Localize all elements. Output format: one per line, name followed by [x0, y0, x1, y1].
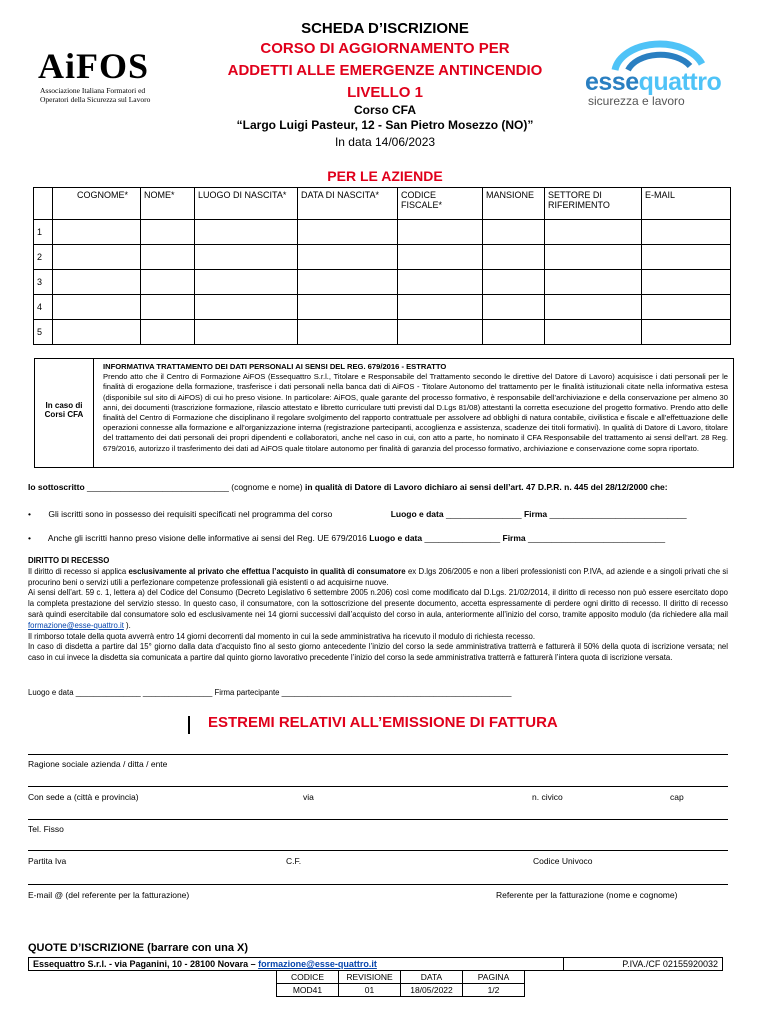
ragione-line[interactable]: [28, 754, 728, 755]
col-data-header: DATA DI NASCITA*: [298, 188, 398, 220]
logo-esse: esse: [585, 68, 639, 96]
luogo-data-field-2[interactable]: ________________: [424, 533, 501, 543]
doc-pagina-header: PAGINA: [463, 971, 525, 984]
col-nome-header: NOME*: [141, 188, 195, 220]
doc-data-value: 18/05/2022: [401, 984, 463, 997]
table-row[interactable]: [34, 220, 731, 245]
form-title: SCHEDA D’ISCRIZIONE: [301, 20, 469, 37]
footer-company-cell: Essequattro S.r.l. - via Paganini, 10 - 28100 Novara – formazione@esse-quattro.it: [29, 958, 564, 971]
col-index-header: [34, 188, 53, 220]
doc-revisione-value: 01: [339, 984, 401, 997]
firma-field-1[interactable]: _____________________________: [549, 509, 687, 519]
recesso-title: DIRITTO DI RECESSO: [28, 556, 110, 565]
course-date: In data 14/06/2023: [334, 135, 436, 149]
privacy-title: INFORMATIVA TRATTAMENTO DEI DATI PERSONALI AI SENSI DEL REG. 679/2016 - ESTRATTO: [103, 362, 447, 371]
course-title-line2: ADDETTI ALLE EMERGENZE ANTINCENDIO: [227, 62, 543, 79]
ragione-label: Ragione sociale azienda / ditta / ente: [28, 759, 168, 769]
course-address: “Largo Luigi Pasteur, 12 - San Pietro Mosezzo (NO)”: [236, 118, 534, 132]
bullet-requisiti: • Gli iscritti sono in possesso dei requisiti specificati nel programma del corso Luogo e data ________________ Firma _____________________________: [28, 509, 687, 519]
recesso-luogo-field[interactable]: _______________ ________________: [75, 688, 213, 697]
sede-line[interactable]: [28, 786, 728, 787]
name-field[interactable]: ______________________________: [87, 482, 229, 492]
recesso-section: [28, 556, 728, 664]
codice-univoco-label: Codice Univoco: [533, 856, 593, 866]
doc-data-header: DATA: [401, 971, 463, 984]
quote-title: QUOTE D’ISCRIZIONE (barrare con una X): [28, 942, 249, 954]
row-index: 3: [34, 270, 53, 295]
doc-codice-value: MOD41: [277, 984, 339, 997]
recesso-email-link[interactable]: formazione@esse-quattro.it: [28, 620, 124, 630]
luogo-data-field-1[interactable]: ________________: [445, 509, 522, 519]
tel-line[interactable]: [28, 819, 728, 820]
piva-line[interactable]: [28, 850, 728, 851]
course-title-line1: CORSO DI AGGIORNAMENTO PER: [260, 40, 510, 57]
footer-email-link[interactable]: formazione@esse-quattro.it: [258, 959, 377, 969]
col-mansione-header: MANSIONE: [483, 188, 545, 220]
privacy-side-label: In caso di Corsi CFA: [35, 359, 94, 467]
civico-label: n. civico: [532, 792, 563, 802]
aifos-sub-line2: Operatori della Sicurezza sul Lavoro: [40, 95, 151, 104]
email-line[interactable]: [28, 884, 728, 885]
participants-table: [33, 187, 731, 345]
table-header-row: [34, 188, 731, 220]
col-settore-header: SETTORE DI RIFERIMENTO: [545, 188, 642, 220]
col-luogo-header: LUOGO DI NASCITA*: [195, 188, 298, 220]
piva-label: Partita Iva: [28, 856, 67, 866]
col-email-header: E-MAIL: [642, 188, 731, 220]
recesso-signature-line: Luogo e data _______________ ________________ Firma partecipante _____________________________________________________: [28, 688, 512, 697]
document-info-table: [276, 970, 525, 997]
text-cursor: [188, 716, 190, 734]
recesso-paragraph-4: In caso di disdetta a partire dal 15° giorno dalla data d’acquisto fino al sesto giorno antecedente l’inizio del corso la sede amministrativa tratterrà e fatturerà il 50% della quota di iscrizione versata; nel caso in cui invece la disdetta sia comunicata a partire dal quinto giorno lavorativo precedente l’inizio del corso la sede amministrativa tratterrà e fatturerà l’intera quota di iscrizione versata.: [28, 642, 728, 663]
course-type: Corso CFA: [353, 103, 416, 117]
sede-label: Con sede a (città e provincia): [28, 792, 139, 802]
course-title-line3: LIVELLO 1: [347, 84, 423, 101]
recesso-firma-field[interactable]: _____________________________________________________: [281, 688, 512, 697]
tel-label: Tel. Fisso: [28, 824, 64, 834]
row-index: 5: [34, 320, 53, 345]
col-cognome-header: COGNOME*: [53, 188, 141, 220]
cf-label: C.F.: [286, 856, 302, 866]
email-label: E-mail @ (del referente per la fatturazione): [28, 890, 190, 900]
cap-label: cap: [670, 792, 684, 802]
privacy-body: Prendo atto che il Centro di Formazione AiFOS (Essequattro S.r.l., Titolare e Responsabile del Trattamento secondo le direttive del Datore di Lavoro) acquisisce i dati personali per le finalità di erogazione della formazione, trasferisce i dati personali nella banca dati di AiFOS - Titolare Autonomo del trattamento per le finalità istituzionali citate nella informativa estesa (disponibile sul sito di AiFOS) di cui ho preso visione. In particolare: AiFOS, quale garante del processo formativo, è responsabile dell’archiviazione e della conservazione per almeno 30 anni, dei documenti (trascrizione formazione, rilascio attestato e libretto curriculare tutti previsti dal D.Lgs 81/08) attestanti la corretta esecuzione del progetto formativo. Prendo atto delle finalità del Centro di Formazione che disciplinano il regolare svolgimento del rapporto contrattuale per assolvere ad obblighi di natura contabile, civilistica e fiscale e all’effettuazione delle operazioni connesse alla formazione e all’organizzazione interna (registrazione partecipanti, accoglienza e assistenza, scadenze dei titoli formativi). In qualità di Datore di Lavoro, titolare del trattamento dei dati personali dei propri dipendenti e collaboratori, anche nel caso in cui, con atto a parte, ho nominato il CFA Responsabile del trattamento ai sensi dell’art. 28 Reg. 679/2016, autorizzo il trasferimento dei dati ad AiFOS quale titolare autonomo per finalità di garanzia del processo formativo, archiviazione e conservazione come sopra riportato.: [103, 372, 728, 453]
doc-pagina-value: 1/2: [463, 984, 525, 997]
logo-quattro: quattro: [638, 68, 722, 96]
doc-codice-header: CODICE: [277, 971, 339, 984]
fattura-heading: ESTREMI RELATIVI ALL’EMISSIONE DI FATTURA: [208, 714, 558, 731]
referente-label: Referente per la fatturazione (nome e cognome): [496, 890, 678, 900]
row-index: 1: [34, 220, 53, 245]
privacy-text: [103, 362, 728, 454]
aziende-heading: PER LE AZIENDE: [327, 168, 443, 184]
aifos-logo-text: AiFOS: [38, 46, 150, 86]
footer-company-table: [28, 957, 723, 971]
row-index: 2: [34, 245, 53, 270]
table-row[interactable]: [34, 245, 731, 270]
bullet-icon: •: [28, 533, 31, 543]
row-index: 4: [34, 295, 53, 320]
table-row[interactable]: [34, 270, 731, 295]
essequattro-logo-subtitle: sicurezza e lavoro: [588, 94, 685, 108]
bullet-icon: •: [28, 509, 31, 519]
footer-piva: P.IVA./CF 02155920032: [564, 958, 723, 971]
recesso-paragraph-1: Il diritto di recesso si applica esclusivamente al privato che effettua l’acquisto in qualità di consumatore ex D.lgs 206/2005 e non a liberi professionisti con P.IVA, ad aziende e a singoli privati che si procurino beni o servizi utili a perfezionare competenze professionali già esistenti o ad acquisirne nuove.: [28, 566, 729, 587]
recesso-paragraph-2: Ai sensi dell’art. 59 c. 1, lettera a) del Codice del Consumo (Decreto Legislativo 6 settembre 2005 n.206) così come modificato dal D.Lgs. 21/02/2014, il diritto di recesso non può essere esercitato dopo la completa prestazione del servizio stesso. In questo caso, il consumatore, con la sottoscrizione del presente documento, accetta espressamente di perdere ogni diritto di recesso. Il diritto di recesso sarà quindi esercitabile dal consumatore solo ed esclusivamente nei 14 giorni successivi dall’acquisto del corso in aula, anteriormente all’inizio del corso, tramite apposito modulo (da richiedere alla mail formazione@esse-quattro.it ).: [28, 588, 728, 630]
col-cf-header: CODICE FISCALE*: [398, 188, 483, 220]
via-label: via: [303, 792, 314, 802]
table-row[interactable]: [34, 320, 731, 345]
recesso-paragraph-3: Il rimborso totale della quota avverrà entro 14 giorni decorrenti dal momento in cui la sede amministrativa ha ricevuto il modulo di richiesta recesso.: [28, 631, 536, 641]
privacy-notice-box: [34, 358, 734, 468]
firma-field-2[interactable]: _____________________________: [528, 533, 666, 543]
aifos-sub-line1: Associazione Italiana Formatori ed: [40, 86, 146, 95]
bullet-informative: • Anche gli iscritti hanno preso visione delle informative ai sensi del Reg. UE 679/2016 Luogo e data ________________ Firma _____________________________: [28, 533, 666, 543]
table-row[interactable]: [34, 295, 731, 320]
declaration-line: Io sottoscritto ______________________________ (cognome e nome) in qualità di Datore di Lavoro dichiaro ai sensi dell’art. 47 D.P.R. n. 445 del 28/12/2000 che:: [28, 482, 668, 492]
doc-revisione-header: REVISIONE: [339, 971, 401, 984]
